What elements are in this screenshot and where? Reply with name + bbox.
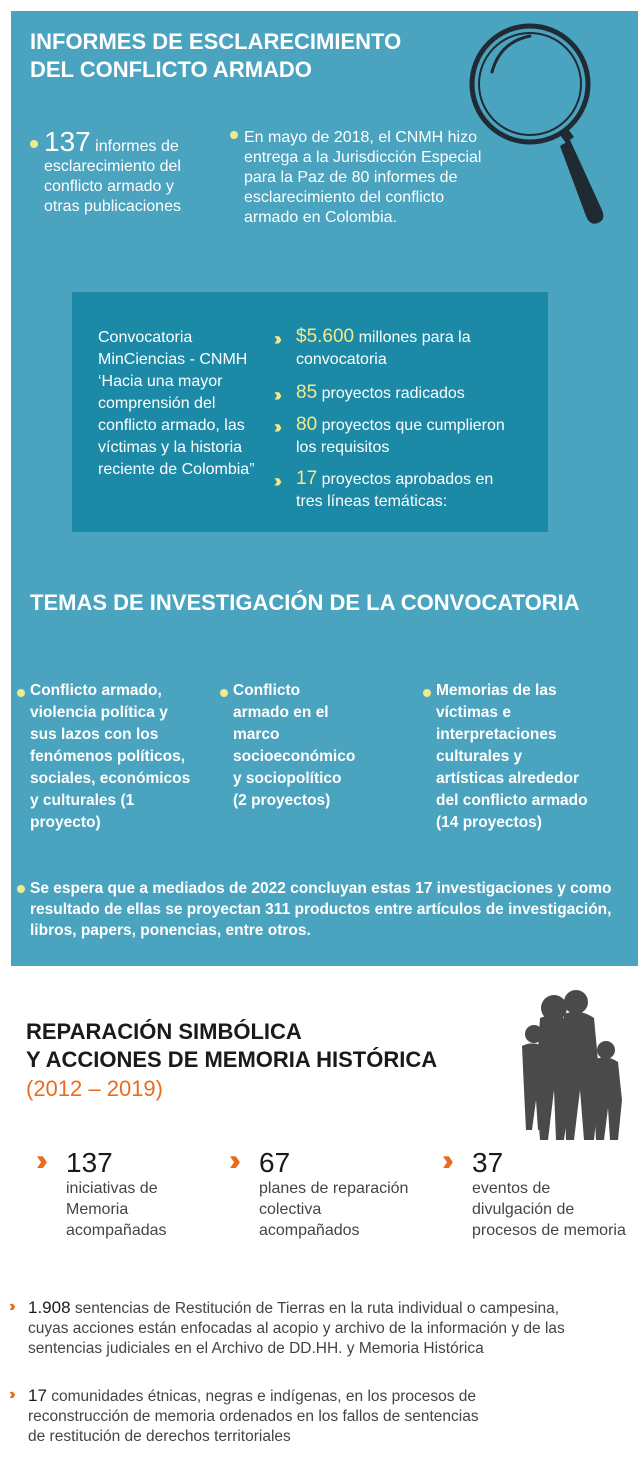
reparacion-stat-line: iniciativas de [66, 1180, 158, 1197]
reparacion-title-line1: REPARACIÓN SIMBÓLICA [26, 1019, 302, 1044]
convocatoria-item-number: $5.600 [296, 326, 355, 347]
convocatoria-line: Convocatoria [98, 329, 193, 346]
chevron-right-icon: ›› [229, 1144, 233, 1177]
comunidades-note [9, 1386, 618, 1447]
theme-line: del conflicto armado [436, 792, 588, 809]
temas-title: TEMAS DE INVESTIGACIÓN DE LA CONVOCATORIA [30, 590, 580, 615]
may-2018-note [230, 128, 500, 228]
theme-item [30, 680, 200, 834]
sentencias-line: sentencias judiciales en el Archivo de DD.HH. y Memoria Histórica [28, 1340, 484, 1357]
bullet-icon [230, 131, 238, 139]
informes-count-line: conflicto armado y [44, 178, 174, 195]
informes-count [30, 128, 200, 217]
informes-count-line: esclarecimiento del [44, 158, 181, 175]
convocatoria-line: ‘Hacia una mayor [98, 373, 223, 390]
reparacion-title-line2: Y ACCIONES DE MEMORIA HISTÓRICA [26, 1047, 438, 1072]
informes-title-line2: DEL CONFLICTO ARMADO [30, 57, 312, 82]
convocatoria-item [274, 326, 536, 371]
theme-line: Conflicto armado, [30, 682, 162, 699]
reparacion-stat-line: planes de reparación [259, 1180, 409, 1197]
theme-line: víctimas e [436, 704, 511, 721]
reparacion-stat-line: eventos de [472, 1180, 551, 1197]
bullet-icon [17, 885, 25, 893]
chevron-right-icon: ›› [36, 1144, 40, 1177]
reparacion-stat [442, 1144, 626, 1241]
convocatoria-item-number: 17 [296, 468, 318, 489]
may-note-line: para la Paz de 80 informes de [244, 169, 458, 186]
reparacion-title [26, 1018, 437, 1074]
may-note-line: entrega a la Jurisdicción Especial [244, 149, 482, 166]
theme-line: (2 proyectos) [233, 792, 331, 809]
chevron-right-icon: ›› [274, 385, 278, 405]
chevron-right-icon: ›› [274, 417, 278, 437]
reparacion-stat-line: acompañadas [66, 1222, 167, 1239]
theme-line: violencia política y [30, 704, 168, 721]
chevron-right-icon: ›› [274, 329, 278, 349]
convocatoria-line: comprensión del [98, 395, 216, 412]
theme-item [233, 680, 373, 812]
theme-line: culturales y [436, 748, 523, 765]
comunidades-line: de restitución de derechos territoriales [28, 1428, 291, 1445]
expectation-line: libros, papers, ponencias, entre otros. [30, 922, 311, 939]
comunidades-line: reconstrucción de memoria ordenados en los fallos de sentencias [28, 1408, 479, 1425]
family-silhouette-icon [514, 990, 624, 1150]
reparacion-stat-line: Memoria [66, 1201, 129, 1218]
sentencias-line: sentencias de Restitución de Tierras en la ruta individual o campesina, [74, 1300, 560, 1317]
sentencias-line: cuyas acciones están enfocadas al acopio y archivo de la información y de las [28, 1320, 565, 1337]
comunidades-number: 17 [28, 1386, 47, 1405]
sentencias-number: 1.908 [28, 1298, 71, 1317]
informes-title [30, 28, 401, 84]
convocatoria-item-number: 85 [296, 382, 318, 403]
may-note-line: esclarecimiento del conflicto [244, 189, 445, 206]
chevron-right-icon: ›› [9, 1298, 12, 1315]
chevron-right-icon: ›› [274, 471, 278, 491]
theme-line: socioeconómico [233, 748, 356, 765]
reparacion-stat-line: colectiva [259, 1201, 322, 1218]
convocatoria-line: víctimas y la historia [98, 439, 243, 456]
theme-line: artísticas alrededor [436, 770, 580, 787]
comunidades-line: comunidades étnicas, negras e indígenas, en los procesos de [51, 1388, 477, 1405]
reparacion-stat-line: divulgación de [472, 1201, 575, 1218]
reparacion-stat [36, 1144, 167, 1241]
convocatoria-item-text: proyectos radicados [321, 385, 465, 402]
reparacion-stat-line: acompañados [259, 1222, 360, 1239]
bullet-icon [220, 689, 228, 697]
informes-count-number: 137 [44, 126, 91, 157]
convocatoria-item-text: proyectos que cumplieron [321, 417, 505, 434]
reparacion-stat [229, 1144, 409, 1241]
bullet-icon [423, 689, 431, 697]
chevron-right-icon: ›› [442, 1144, 446, 1177]
informes-count-line: otras publicaciones [44, 198, 181, 215]
theme-line: sociales, económicos [30, 770, 191, 787]
convocatoria-item-text: proyectos aprobados en [321, 471, 494, 488]
reparacion-stat-number: 67 [259, 1147, 291, 1178]
sentencias-note [9, 1298, 618, 1359]
theme-line: Conflicto [233, 682, 301, 699]
expectation-line: resultado de ellas se proyectan 311 productos entre artículos de investigación, [30, 901, 612, 918]
theme-line: interpretaciones [436, 726, 557, 743]
reparacion-years: (2012 – 2019) [26, 1076, 163, 1101]
theme-line: y culturales (1 [30, 792, 135, 809]
convocatoria-item [274, 382, 536, 405]
convocatoria-line: MinCiencias - CNMH [98, 351, 248, 368]
convocatoria-description [98, 327, 268, 481]
theme-line: marco [233, 726, 280, 743]
bullet-icon [30, 140, 38, 148]
expectation-note [30, 878, 630, 941]
convocatoria-line: reciente de Colombia” [98, 461, 255, 478]
convocatoria-item-text: convocatoria [296, 351, 387, 368]
theme-line: sus lazos con los [30, 726, 159, 743]
convocatoria-item-number: 80 [296, 414, 318, 435]
convocatoria-item-text: tres líneas temáticas: [296, 493, 448, 510]
theme-line: (14 proyectos) [436, 814, 542, 831]
theme-line: fenómenos políticos, [30, 748, 186, 765]
convocatoria-item-text: millones para la [358, 329, 471, 346]
theme-line: y sociopolítico [233, 770, 342, 787]
convocatoria-item [274, 468, 536, 513]
informes-count-text: informes de [95, 138, 179, 155]
convocatoria-line: conflicto armado, las [98, 417, 245, 434]
may-note-line: armado en Colombia. [244, 209, 397, 226]
bullet-icon [17, 689, 25, 697]
theme-line: armado en el [233, 704, 329, 721]
theme-item [436, 680, 616, 834]
theme-line: proyecto) [30, 814, 101, 831]
theme-line: Memorias de las [436, 682, 557, 699]
convocatoria-item-text: los requisitos [296, 439, 390, 456]
convocatoria-box [72, 292, 548, 532]
chevron-right-icon: ›› [9, 1386, 12, 1403]
may-note-line: En mayo de 2018, el CNMH hizo [244, 129, 477, 146]
informes-title-line1: INFORMES DE ESCLARECIMIENTO [30, 29, 402, 54]
reparacion-stat-line: procesos de memoria [472, 1222, 626, 1239]
reparacion-stat-number: 37 [472, 1147, 504, 1178]
expectation-line: Se espera que a mediados de 2022 concluyan estas 17 investigaciones y como [30, 880, 612, 897]
convocatoria-item [274, 414, 536, 459]
reparacion-stat-number: 137 [66, 1147, 113, 1178]
